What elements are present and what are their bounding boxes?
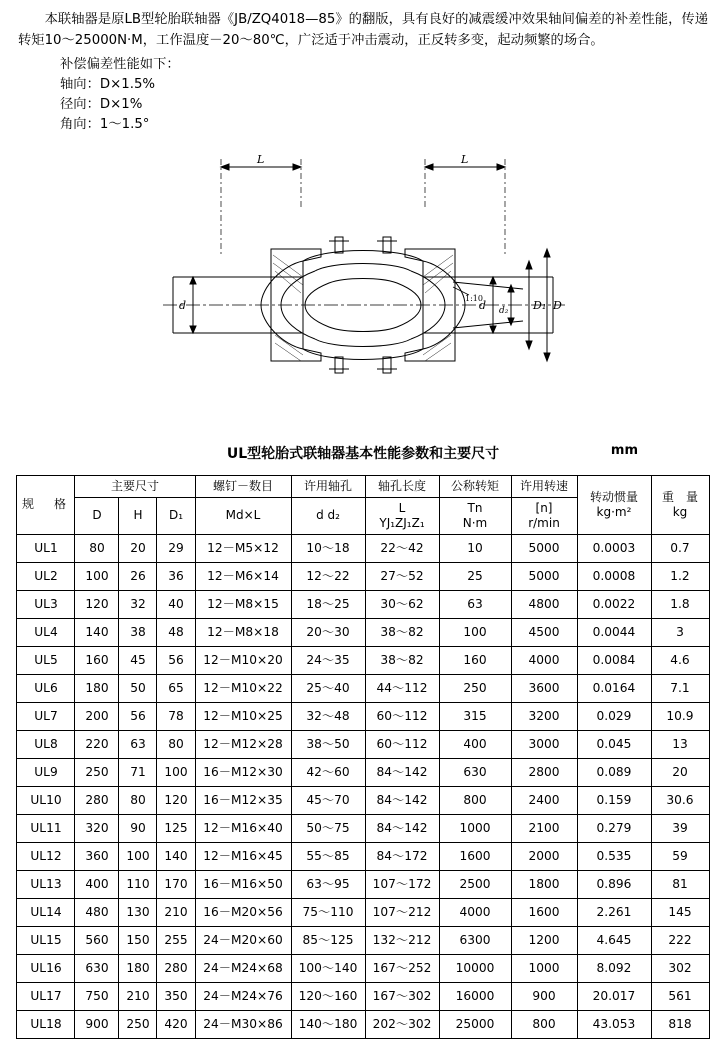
th-bore-length: 轴孔长度: [365, 475, 439, 497]
cell-bore: 50～75: [291, 814, 365, 842]
table-row: [17, 814, 709, 842]
cell-D1: 125: [157, 814, 195, 842]
th-speed-sub: [511, 497, 577, 534]
cell-screw: 12－M16×45: [195, 842, 291, 870]
cell-H: 100: [119, 842, 157, 870]
cell-len: 107～212: [365, 898, 439, 926]
th-main-dims: 主要尺寸: [75, 475, 195, 497]
cell-weight: 561: [651, 982, 709, 1010]
cell-bore: 75～110: [291, 898, 365, 926]
coupling-svg: [153, 137, 573, 427]
cell-bore: 25～40: [291, 674, 365, 702]
cell-len: 84～142: [365, 786, 439, 814]
cell-screw: 12－M8×15: [195, 590, 291, 618]
cell-len: 44～112: [365, 674, 439, 702]
cell-D: 220: [75, 730, 119, 758]
cell-screw: 12－M8×18: [195, 618, 291, 646]
table-title-row: [0, 443, 726, 463]
cell-D1: 48: [157, 618, 195, 646]
cell-inertia: 20.017: [577, 982, 651, 1010]
cell-weight: 59: [651, 842, 709, 870]
cell-torque: 630: [439, 758, 511, 786]
cell-torque: 800: [439, 786, 511, 814]
cell-speed: 2400: [511, 786, 577, 814]
cell-inertia: 0.089: [577, 758, 651, 786]
cell-torque: 25: [439, 562, 511, 590]
cell-bore: 42～60: [291, 758, 365, 786]
cell-bore: 140～180: [291, 1010, 365, 1038]
cell-bore: 24～35: [291, 646, 365, 674]
cell-H: 180: [119, 954, 157, 982]
cell-D: 630: [75, 954, 119, 982]
th-bore-length-sub1: L: [398, 500, 406, 515]
cell-inertia: 0.535: [577, 842, 651, 870]
cell-screw: 16－M16×50: [195, 870, 291, 898]
cell-screw: 12－M10×20: [195, 646, 291, 674]
cell-weight: 7.1: [651, 674, 709, 702]
label-L-right: L: [461, 152, 469, 166]
label-L-left: L: [257, 152, 265, 166]
cell-inertia: 4.645: [577, 926, 651, 954]
cell-speed: 900: [511, 982, 577, 1010]
table-row: [17, 982, 709, 1010]
cell-len: 38～82: [365, 646, 439, 674]
table-row: [17, 926, 709, 954]
cell-screw: 24－M24×76: [195, 982, 291, 1010]
cell-len: 132～212: [365, 926, 439, 954]
th-inertia-unit: kg·m²: [596, 504, 632, 519]
compensation-list: [60, 55, 726, 135]
cell-D: 560: [75, 926, 119, 954]
table-row: [17, 590, 709, 618]
cell-D: 320: [75, 814, 119, 842]
cell-D: 480: [75, 898, 119, 926]
cell-D1: 280: [157, 954, 195, 982]
cell-screw: 24－M24×68: [195, 954, 291, 982]
cell-D1: 65: [157, 674, 195, 702]
cell-H: 50: [119, 674, 157, 702]
cell-D1: 80: [157, 730, 195, 758]
th-inertia: 转动惯量: [589, 489, 638, 504]
cell-len: 84～142: [365, 814, 439, 842]
cell-H: 32: [119, 590, 157, 618]
cell-inertia: 0.0003: [577, 534, 651, 562]
cell-H: 210: [119, 982, 157, 1010]
table-row: [17, 786, 709, 814]
cell-spec: UL4: [17, 618, 75, 646]
cell-D: 400: [75, 870, 119, 898]
cell-torque: 63: [439, 590, 511, 618]
cell-screw: 16－M12×35: [195, 786, 291, 814]
cell-torque: 315: [439, 702, 511, 730]
cell-weight: 20: [651, 758, 709, 786]
cell-spec: UL17: [17, 982, 75, 1010]
th-bore: 许用轴孔: [291, 475, 365, 497]
cell-screw: 12－M12×28: [195, 730, 291, 758]
cell-speed: 4500: [511, 618, 577, 646]
cell-torque: 400: [439, 730, 511, 758]
cell-D: 100: [75, 562, 119, 590]
cell-torque: 100: [439, 618, 511, 646]
cell-inertia: 0.029: [577, 702, 651, 730]
cell-speed: 2000: [511, 842, 577, 870]
cell-inertia: 0.0044: [577, 618, 651, 646]
cell-weight: 39: [651, 814, 709, 842]
cell-spec: UL1: [17, 534, 75, 562]
cell-H: 250: [119, 1010, 157, 1038]
cell-inertia: 43.053: [577, 1010, 651, 1038]
cell-bore: 10～18: [291, 534, 365, 562]
cell-H: 90: [119, 814, 157, 842]
cell-bore: 55～85: [291, 842, 365, 870]
th-H: H: [119, 497, 157, 534]
cell-speed: 1800: [511, 870, 577, 898]
cell-spec: UL9: [17, 758, 75, 786]
th-bore-sub: d d₂: [291, 497, 365, 534]
cell-D1: 350: [157, 982, 195, 1010]
compensation-axial: 轴向：D×1.5%: [60, 77, 156, 93]
label-d-right: d: [479, 298, 487, 312]
cell-bore: 63～95: [291, 870, 365, 898]
table-row: [17, 618, 709, 646]
cell-D: 160: [75, 646, 119, 674]
cell-spec: UL3: [17, 590, 75, 618]
cell-speed: 3200: [511, 702, 577, 730]
cell-bore: 38～50: [291, 730, 365, 758]
th-D1: D₁: [157, 497, 195, 534]
cell-torque: 1000: [439, 814, 511, 842]
cell-inertia: 0.159: [577, 786, 651, 814]
cell-H: 130: [119, 898, 157, 926]
cell-inertia: 0.0084: [577, 646, 651, 674]
document-page: [0, 10, 726, 1031]
th-speed-sub2: r/min: [528, 515, 560, 530]
cell-weight: 0.7: [651, 534, 709, 562]
th-spec: 规 格: [17, 475, 75, 534]
cell-torque: 6300: [439, 926, 511, 954]
cell-len: 84～172: [365, 842, 439, 870]
cell-weight: 10.9: [651, 702, 709, 730]
cell-bore: 20～30: [291, 618, 365, 646]
cell-torque: 160: [439, 646, 511, 674]
coupling-drawing: [0, 137, 726, 437]
cell-weight: 145: [651, 898, 709, 926]
cell-speed: 1000: [511, 954, 577, 982]
cell-screw: 12－M10×25: [195, 702, 291, 730]
table-row: [17, 898, 709, 926]
cell-weight: 81: [651, 870, 709, 898]
cell-D1: 420: [157, 1010, 195, 1038]
cell-speed: 4800: [511, 590, 577, 618]
th-bore-length-sub2: YJ₁ZJ₁Z₁: [379, 515, 425, 530]
th-weight-group: [651, 475, 709, 534]
cell-spec: UL15: [17, 926, 75, 954]
cell-screw: 16－M12×30: [195, 758, 291, 786]
cell-D1: 140: [157, 842, 195, 870]
table-row: [17, 646, 709, 674]
cell-bore: 32～48: [291, 702, 365, 730]
cell-screw: 12－M10×22: [195, 674, 291, 702]
cell-D1: 120: [157, 786, 195, 814]
table-row: [17, 758, 709, 786]
cell-torque: 250: [439, 674, 511, 702]
cell-torque: 25000: [439, 1010, 511, 1038]
th-screws-sub: Md×L: [195, 497, 291, 534]
cell-D1: 170: [157, 870, 195, 898]
compensation-angular: 角向：1～1.5°: [60, 117, 150, 133]
cell-H: 110: [119, 870, 157, 898]
cell-D: 200: [75, 702, 119, 730]
cell-torque: 10: [439, 534, 511, 562]
cell-spec: UL7: [17, 702, 75, 730]
cell-H: 38: [119, 618, 157, 646]
th-weight: 重 量: [661, 489, 698, 504]
cell-spec: UL2: [17, 562, 75, 590]
cell-len: 60～112: [365, 702, 439, 730]
cell-torque: 4000: [439, 898, 511, 926]
cell-H: 63: [119, 730, 157, 758]
cell-bore: 120～160: [291, 982, 365, 1010]
cell-speed: 3600: [511, 674, 577, 702]
cell-len: 107～172: [365, 870, 439, 898]
th-bore-length-sub: [365, 497, 439, 534]
cell-speed: 3000: [511, 730, 577, 758]
cell-spec: UL10: [17, 786, 75, 814]
cell-len: 30～62: [365, 590, 439, 618]
cell-weight: 222: [651, 926, 709, 954]
cell-H: 150: [119, 926, 157, 954]
cell-inertia: 0.0008: [577, 562, 651, 590]
cell-spec: UL12: [17, 842, 75, 870]
th-torque-sub1: Tn: [467, 500, 483, 515]
cell-speed: 2800: [511, 758, 577, 786]
cell-D: 250: [75, 758, 119, 786]
spec-table: [16, 475, 709, 1039]
cell-bore: 100～140: [291, 954, 365, 982]
cell-bore: 18～25: [291, 590, 365, 618]
cell-D: 360: [75, 842, 119, 870]
table-header-row-1: [17, 475, 709, 497]
cell-inertia: 0.0164: [577, 674, 651, 702]
cell-spec: UL18: [17, 1010, 75, 1038]
cell-D1: 100: [157, 758, 195, 786]
compensation-radial: 径向：D×1%: [60, 97, 143, 113]
cell-screw: 24－M20×60: [195, 926, 291, 954]
cell-screw: 24－M30×86: [195, 1010, 291, 1038]
cell-weight: 13: [651, 730, 709, 758]
label-D: D: [553, 298, 562, 312]
cell-D: 140: [75, 618, 119, 646]
cell-len: 38～82: [365, 618, 439, 646]
cell-inertia: 0.0022: [577, 590, 651, 618]
cell-H: 80: [119, 786, 157, 814]
table-row: [17, 870, 709, 898]
th-speed: 许用转速: [511, 475, 577, 497]
label-taper: 1:10: [465, 293, 483, 303]
cell-D: 750: [75, 982, 119, 1010]
cell-weight: 30.6: [651, 786, 709, 814]
cell-weight: 3: [651, 618, 709, 646]
compensation-title: 补偿偏差性能如下：: [60, 57, 180, 73]
cell-D1: 36: [157, 562, 195, 590]
cell-inertia: 0.279: [577, 814, 651, 842]
cell-torque: 16000: [439, 982, 511, 1010]
cell-spec: UL5: [17, 646, 75, 674]
cell-H: 71: [119, 758, 157, 786]
cell-torque: 2500: [439, 870, 511, 898]
table-row: [17, 1010, 709, 1038]
label-D1: D₁: [533, 298, 547, 312]
cell-speed: 800: [511, 1010, 577, 1038]
cell-inertia: 0.045: [577, 730, 651, 758]
label-d-left: d: [179, 298, 187, 312]
th-screws: 螺钉－数目: [195, 475, 291, 497]
cell-D1: 56: [157, 646, 195, 674]
cell-D: 180: [75, 674, 119, 702]
cell-screw: 12－M5×12: [195, 534, 291, 562]
cell-spec: UL13: [17, 870, 75, 898]
cell-inertia: 8.092: [577, 954, 651, 982]
cell-H: 56: [119, 702, 157, 730]
cell-speed: 5000: [511, 534, 577, 562]
table-row: [17, 954, 709, 982]
cell-weight: 4.6: [651, 646, 709, 674]
th-weight-unit: kg: [672, 504, 688, 519]
cell-len: 167～302: [365, 982, 439, 1010]
th-torque-sub2: N·m: [462, 515, 488, 530]
cell-weight: 1.8: [651, 590, 709, 618]
th-torque-sub: [439, 497, 511, 534]
cell-torque: 10000: [439, 954, 511, 982]
cell-D1: 78: [157, 702, 195, 730]
th-D: D: [75, 497, 119, 534]
spec-table-body: [17, 534, 709, 1038]
cell-H: 20: [119, 534, 157, 562]
cell-torque: 1600: [439, 842, 511, 870]
cell-len: 167～252: [365, 954, 439, 982]
intro-paragraph: 本联轴器是原LB型轮胎联轴器《JB/ZQ4018—85》的翻版，具有良好的减震缓冲效果轴间偏差的补差性能，传递转矩10～25000N·M，工作温度－20～80℃，广泛适于冲击震动，正反转多变，起动频繁的场合。: [18, 12, 708, 48]
cell-len: 60～112: [365, 730, 439, 758]
cell-bore: 12～22: [291, 562, 365, 590]
cell-spec: UL11: [17, 814, 75, 842]
table-unit: mm: [610, 442, 638, 458]
cell-bore: 85～125: [291, 926, 365, 954]
cell-screw: 12－M16×40: [195, 814, 291, 842]
cell-weight: 818: [651, 1010, 709, 1038]
cell-len: 27～52: [365, 562, 439, 590]
cell-speed: 1200: [511, 926, 577, 954]
cell-weight: 302: [651, 954, 709, 982]
cell-inertia: 0.896: [577, 870, 651, 898]
cell-D: 80: [75, 534, 119, 562]
cell-weight: 1.2: [651, 562, 709, 590]
cell-H: 26: [119, 562, 157, 590]
cell-speed: 5000: [511, 562, 577, 590]
cell-speed: 1600: [511, 898, 577, 926]
cell-D: 120: [75, 590, 119, 618]
table-row: [17, 674, 709, 702]
cell-spec: UL14: [17, 898, 75, 926]
th-torque: 公称转矩: [439, 475, 511, 497]
label-d2: d₂: [499, 305, 509, 316]
cell-bore: 45～70: [291, 786, 365, 814]
table-row: [17, 534, 709, 562]
table-row: [17, 842, 709, 870]
cell-screw: 12－M6×14: [195, 562, 291, 590]
th-speed-sub1: [n]: [535, 500, 553, 515]
cell-D1: 210: [157, 898, 195, 926]
cell-D1: 40: [157, 590, 195, 618]
cell-D: 900: [75, 1010, 119, 1038]
table-row: [17, 562, 709, 590]
cell-len: 22～42: [365, 534, 439, 562]
cell-spec: UL16: [17, 954, 75, 982]
cell-H: 45: [119, 646, 157, 674]
cell-speed: 4000: [511, 646, 577, 674]
cell-speed: 2100: [511, 814, 577, 842]
cell-D: 280: [75, 786, 119, 814]
cell-spec: UL6: [17, 674, 75, 702]
th-inertia-group: [577, 475, 651, 534]
table-row: [17, 702, 709, 730]
cell-inertia: 2.261: [577, 898, 651, 926]
cell-screw: 16－M20×56: [195, 898, 291, 926]
cell-len: 84～142: [365, 758, 439, 786]
cell-spec: UL8: [17, 730, 75, 758]
table-title: UL型轮胎式联轴器基本性能参数和主要尺寸: [226, 445, 500, 462]
cell-D1: 255: [157, 926, 195, 954]
table-row: [17, 730, 709, 758]
cell-D1: 29: [157, 534, 195, 562]
cell-len: 202～302: [365, 1010, 439, 1038]
